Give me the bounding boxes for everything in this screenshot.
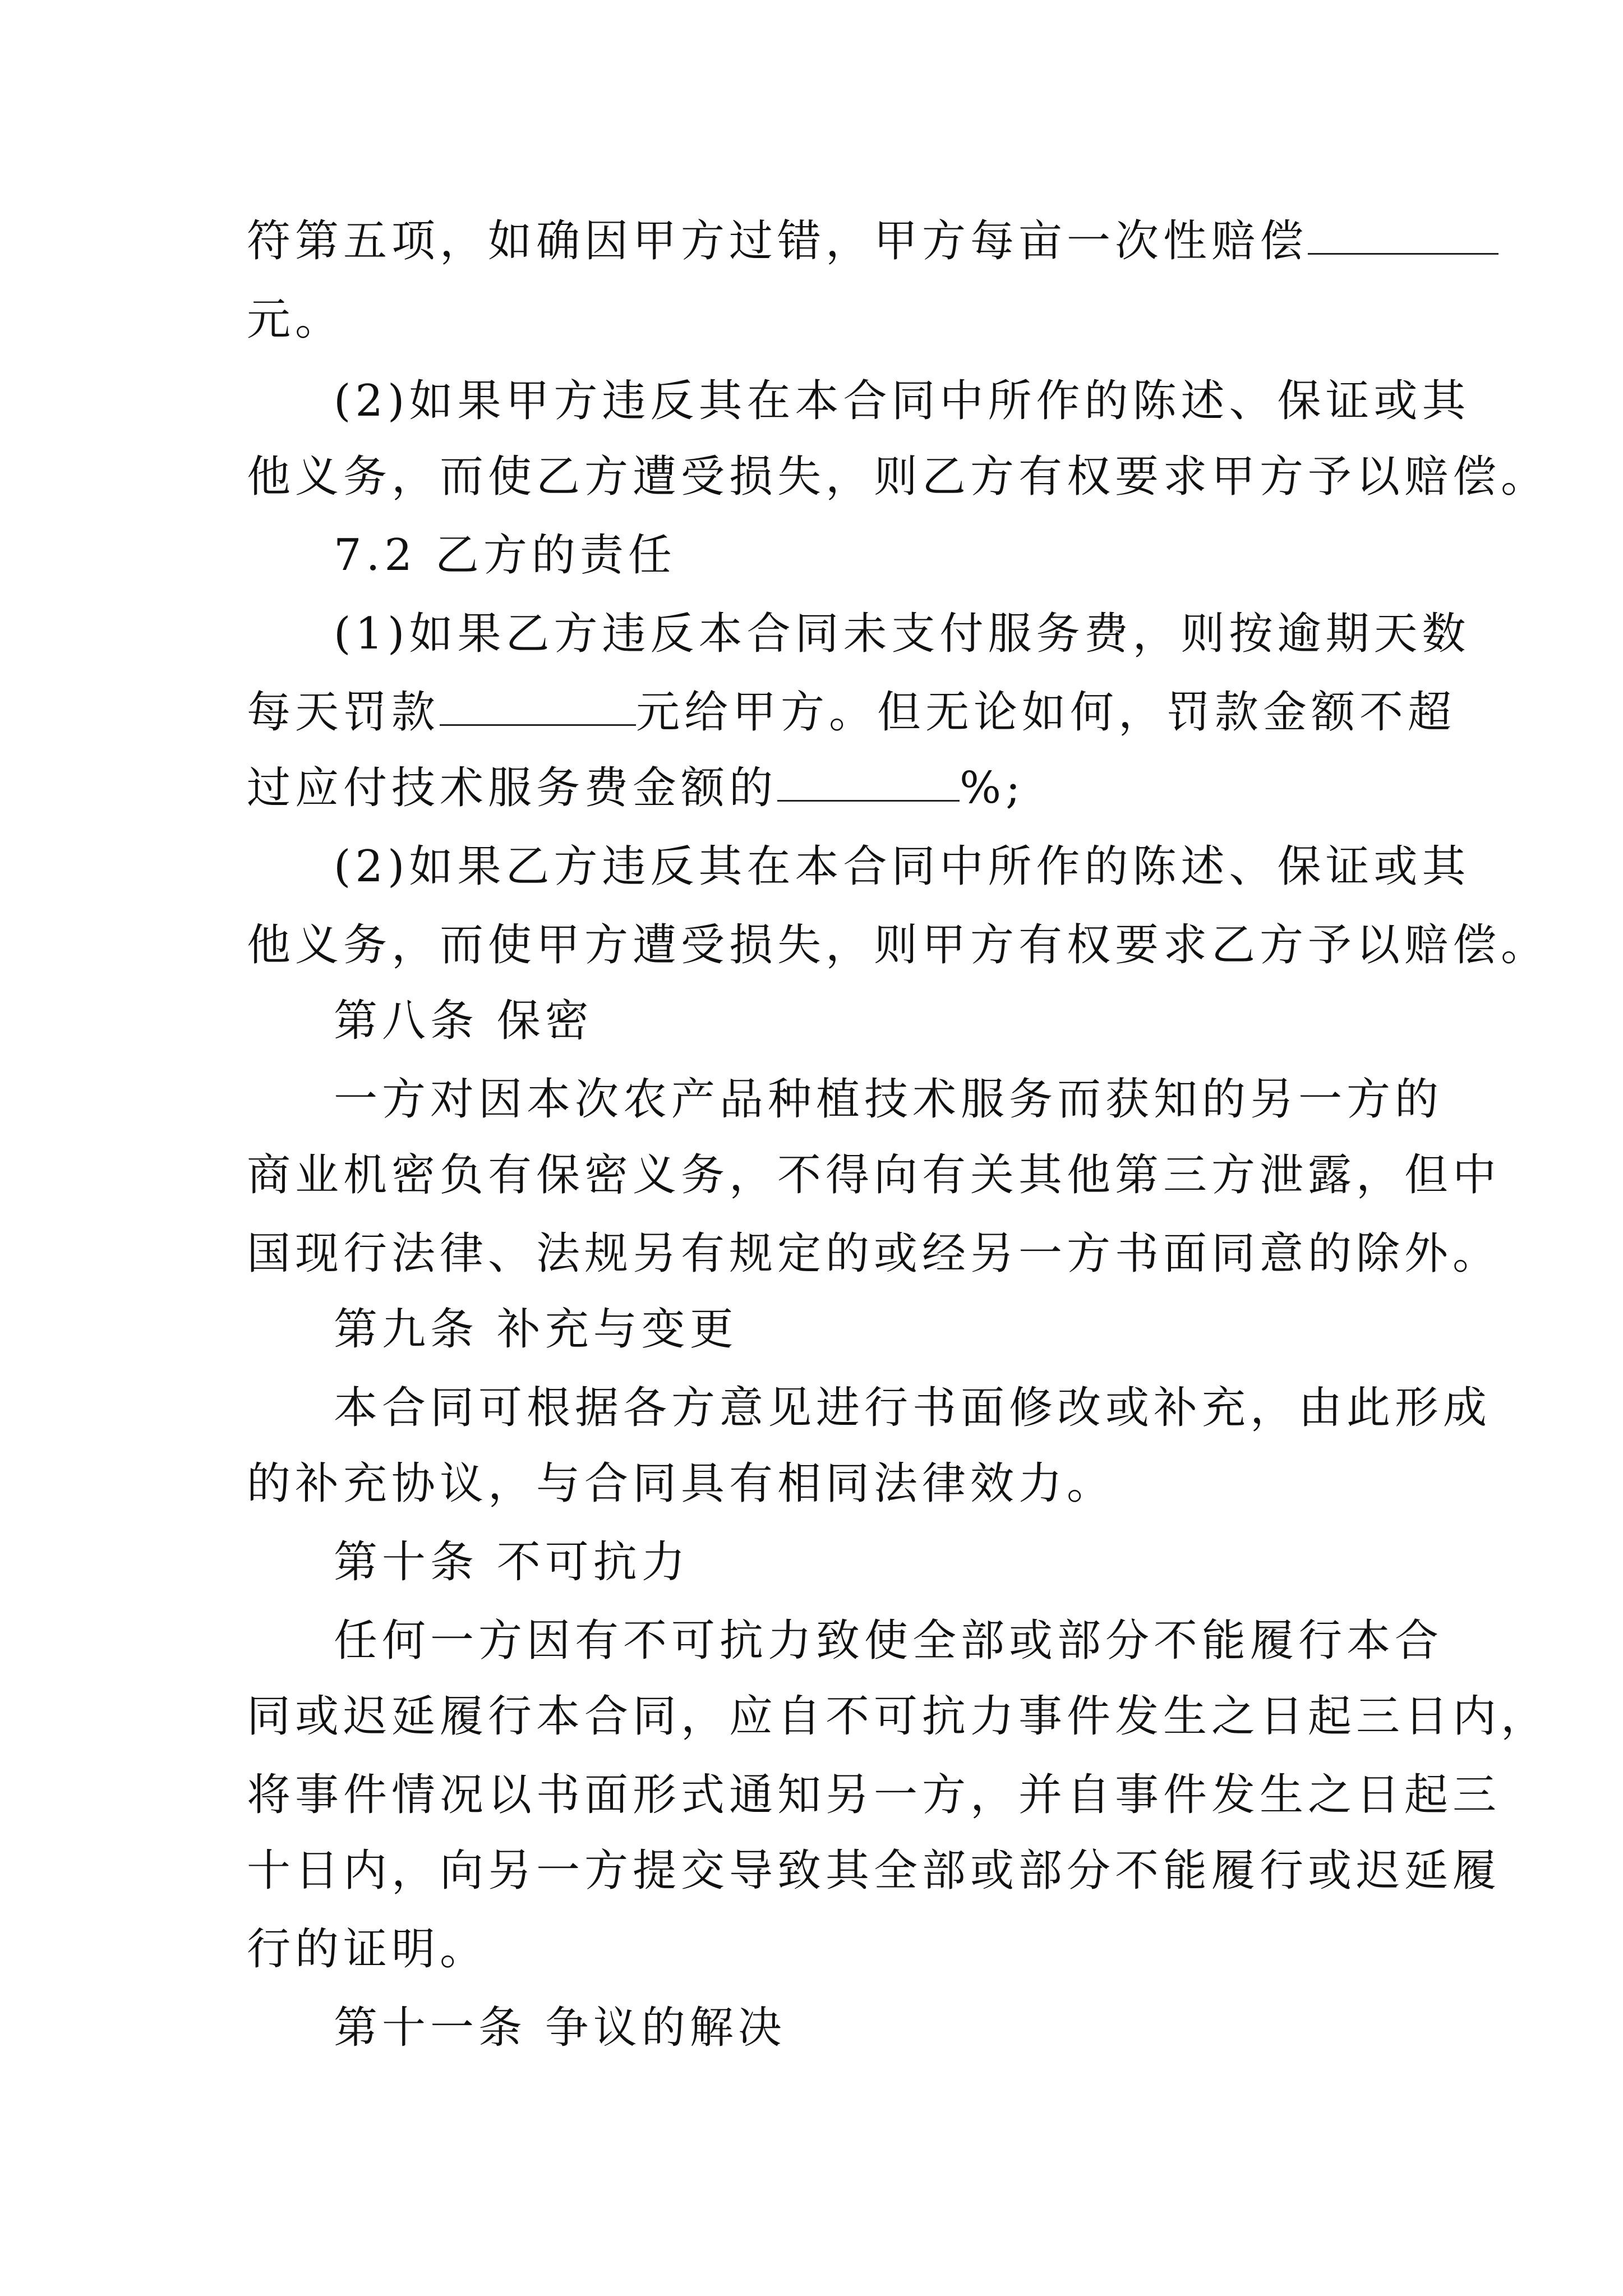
paragraph-line: [247, 199, 1498, 283]
text-run: %;: [960, 763, 1025, 813]
fill-in-blank: [440, 670, 636, 726]
paragraph-line: 行的证明。: [247, 1924, 488, 1975]
article-heading: 第八条 保密: [334, 996, 593, 1046]
fill-in-blank: [1308, 199, 1498, 255]
paragraph-line: 他义务，而使乙方遭受损失，则乙方有权要求甲方予以赔偿。: [247, 452, 1550, 502]
paragraph-line: 的补充协议，与合同具有相同法律效力。: [247, 1458, 1115, 1509]
section-heading: 7.2 乙方的责任: [334, 530, 676, 581]
text-run: 过应付技术服务费金额的: [247, 763, 778, 813]
paragraph-line: [247, 746, 1025, 830]
paragraph-line: 他义务，而使甲方遭受损失，则甲方有权要求乙方予以赔偿。: [247, 920, 1550, 970]
paragraph-line: 元。: [247, 295, 344, 345]
fill-in-blank: [777, 746, 960, 802]
paragraph-line: 任何一方因有不可抗力致使全部或部分不能履行本合: [334, 1616, 1444, 1666]
clause-line: (2)如果甲方违反其在本合同中所作的陈述、保证或其: [334, 376, 1470, 426]
paragraph-line: 国现行法律、法规另有规定的或经另一方书面同意的除外。: [247, 1228, 1501, 1279]
text-run: 符第五项，如确因甲方过错，甲方每亩一次性赔偿: [247, 216, 1308, 266]
paragraph-line: 将事件情况以书面形式通知另一方，并自事件发生之日起三: [247, 1770, 1501, 1820]
article-heading: 第十一条 争议的解决: [334, 2003, 786, 2053]
paragraph-line: 本合同可根据各方意见进行书面修改或补充，由此形成: [334, 1383, 1492, 1433]
paragraph-line: [247, 670, 1456, 754]
clause-line: (2)如果乙方违反其在本合同中所作的陈述、保证或其: [334, 841, 1470, 892]
paragraph-line: 商业机密负有保密义务，不得向有关其他第三方泄露，但中: [247, 1150, 1501, 1200]
article-heading: 第十条 不可抗力: [334, 1537, 690, 1588]
paragraph-line: 一方对因本次农产品种植技术服务而获知的另一方的: [334, 1074, 1444, 1125]
clause-line: (1)如果乙方违反本合同未支付服务费，则按逾期天数: [334, 609, 1470, 659]
text-run: 元给甲方。但无论如何，罚款金额不超: [636, 687, 1456, 738]
article-heading: 第九条 补充与变更: [334, 1304, 738, 1355]
text-run: 每天罚款: [247, 687, 440, 738]
paragraph-line: 十日内，向另一方提交导致其全部或部分不能履行或迟延履: [247, 1846, 1501, 1896]
paragraph-line: 同或迟延履行本合同，应自不可抗力事件发生之日起三日内，: [247, 1691, 1550, 1742]
